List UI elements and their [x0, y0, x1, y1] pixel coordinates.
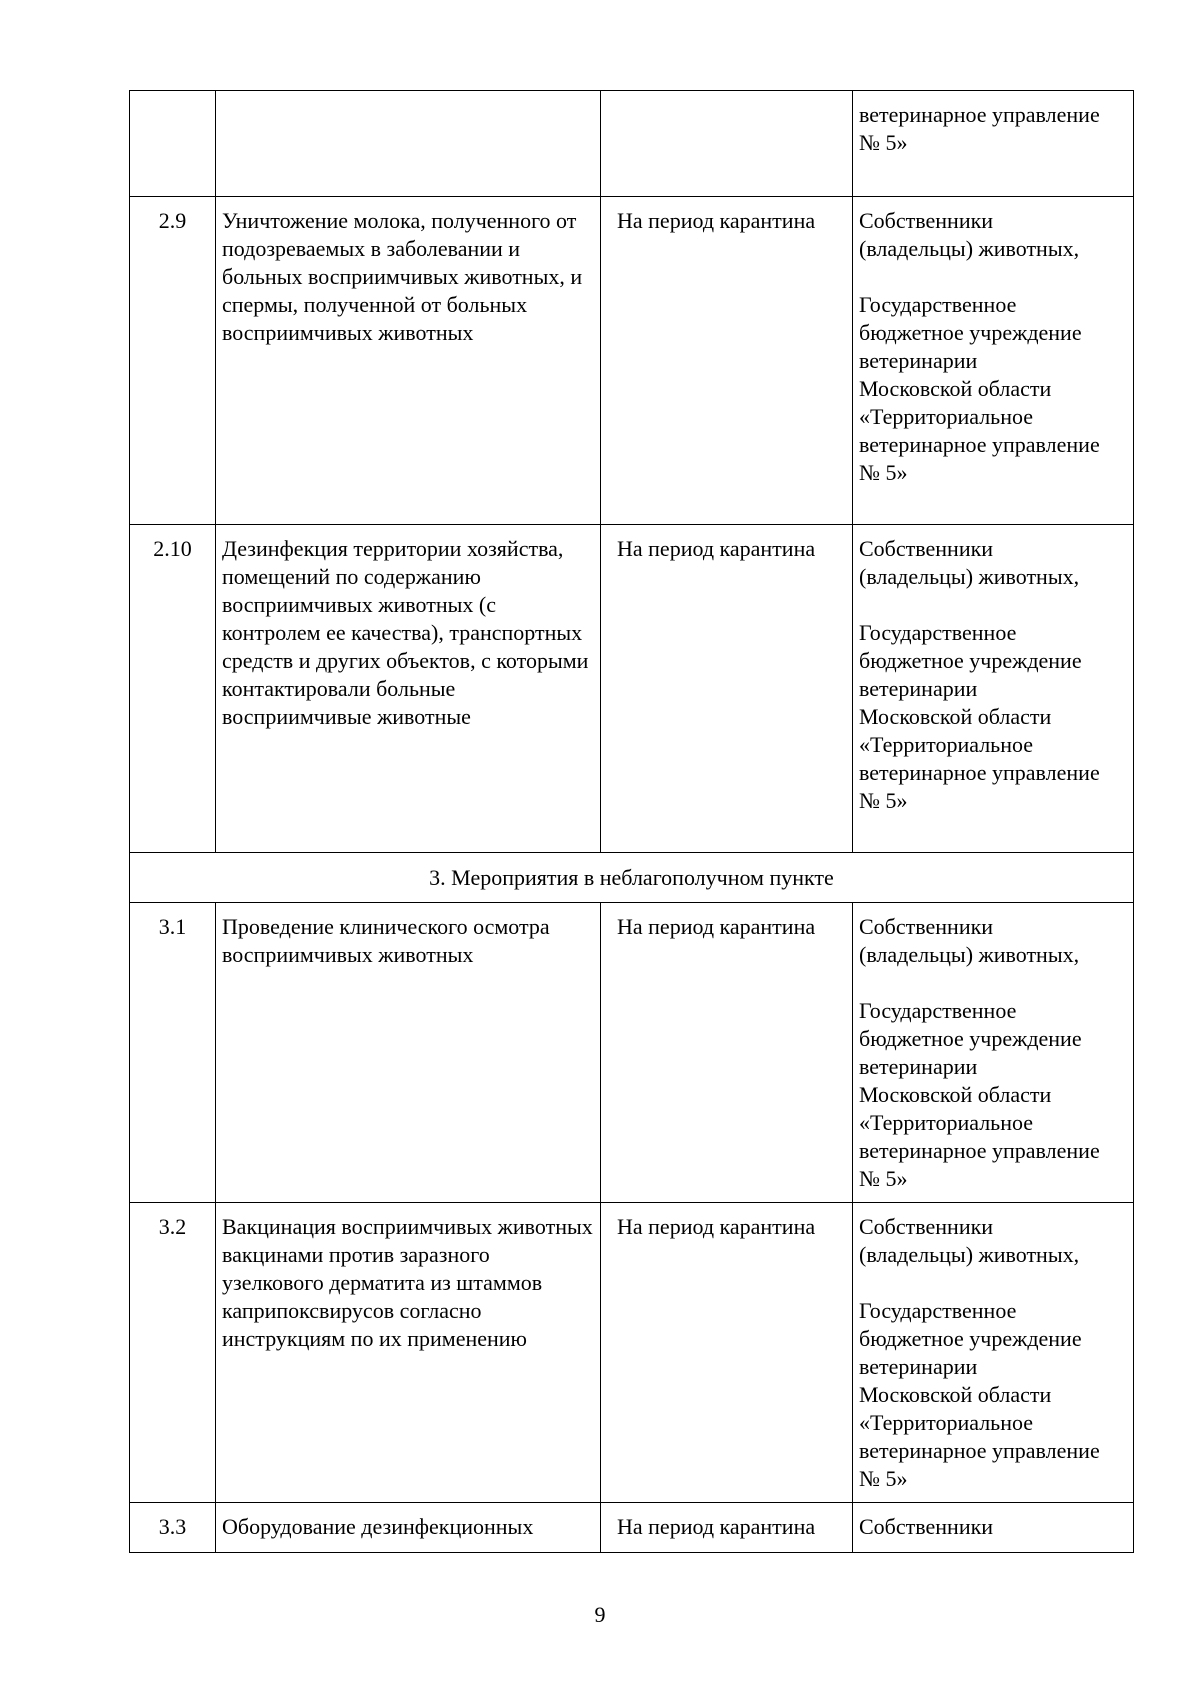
- measure-cell: Оборудование дезинфекционных: [216, 1503, 601, 1553]
- row-number-cell: 3.1: [130, 903, 216, 1203]
- term-cell: На период карантина: [601, 525, 853, 853]
- responsible-cell: Собственники (владельцы) животных, Государственное бюджетное учреждение ветеринарии Московской области «Территориальное ветеринарное управление № 5»: [853, 903, 1134, 1203]
- table-row: [130, 903, 1134, 1203]
- row-number-cell: 3.2: [130, 1203, 216, 1503]
- table-row: [130, 91, 1134, 197]
- row-number-cell: 2.9: [130, 197, 216, 525]
- responsible-cell: Собственники (владельцы) животных, Государственное бюджетное учреждение ветеринарии Московской области «Территориальное ветеринарное управление № 5»: [853, 1203, 1134, 1503]
- table-row: [130, 197, 1134, 525]
- row-number-cell: 2.10: [130, 525, 216, 853]
- section-heading: 3. Мероприятия в неблагополучном пункте: [130, 853, 1134, 903]
- responsible-cell: Собственники: [853, 1503, 1134, 1553]
- measure-cell: [216, 91, 601, 197]
- term-cell: На период карантина: [601, 903, 853, 1203]
- section-row: [130, 853, 1134, 903]
- term-cell: На период карантина: [601, 1203, 853, 1503]
- measures-table: [129, 90, 1134, 1553]
- row-number-cell: [130, 91, 216, 197]
- table-row: [130, 525, 1134, 853]
- measure-cell: Уничтожение молока, полученного от подозреваемых в заболевании и больных восприимчивых животных, и спермы, полученной от больных восприимчивых животных: [216, 197, 601, 525]
- measure-cell: Вакцинация восприимчивых животных вакцинами против заразного узелкового дерматита из штаммов каприпоксвирусов согласно инструкциям по их применению: [216, 1203, 601, 1503]
- responsible-cell: ветеринарное управление № 5»: [853, 91, 1134, 197]
- term-cell: На период карантина: [601, 197, 853, 525]
- row-number-cell: 3.3: [130, 1503, 216, 1553]
- term-cell: На период карантина: [601, 1503, 853, 1553]
- term-cell: [601, 91, 853, 197]
- table-row: [130, 1503, 1134, 1553]
- page-number: 9: [594, 1602, 606, 1627]
- measure-cell: Проведение клинического осмотра восприимчивых животных: [216, 903, 601, 1203]
- responsible-cell: Собственники (владельцы) животных, Государственное бюджетное учреждение ветеринарии Московской области «Территориальное ветеринарное управление № 5»: [853, 197, 1134, 525]
- responsible-cell: Собственники (владельцы) животных, Государственное бюджетное учреждение ветеринарии Московской области «Территориальное ветеринарное управление № 5»: [853, 525, 1134, 853]
- table-row: [130, 1203, 1134, 1503]
- measure-cell: Дезинфекция территории хозяйства, помещений по содержанию восприимчивых животных (с контролем ее качества), транспортных средств и других объектов, с которыми контактировали больные восприимчивые животные: [216, 525, 601, 853]
